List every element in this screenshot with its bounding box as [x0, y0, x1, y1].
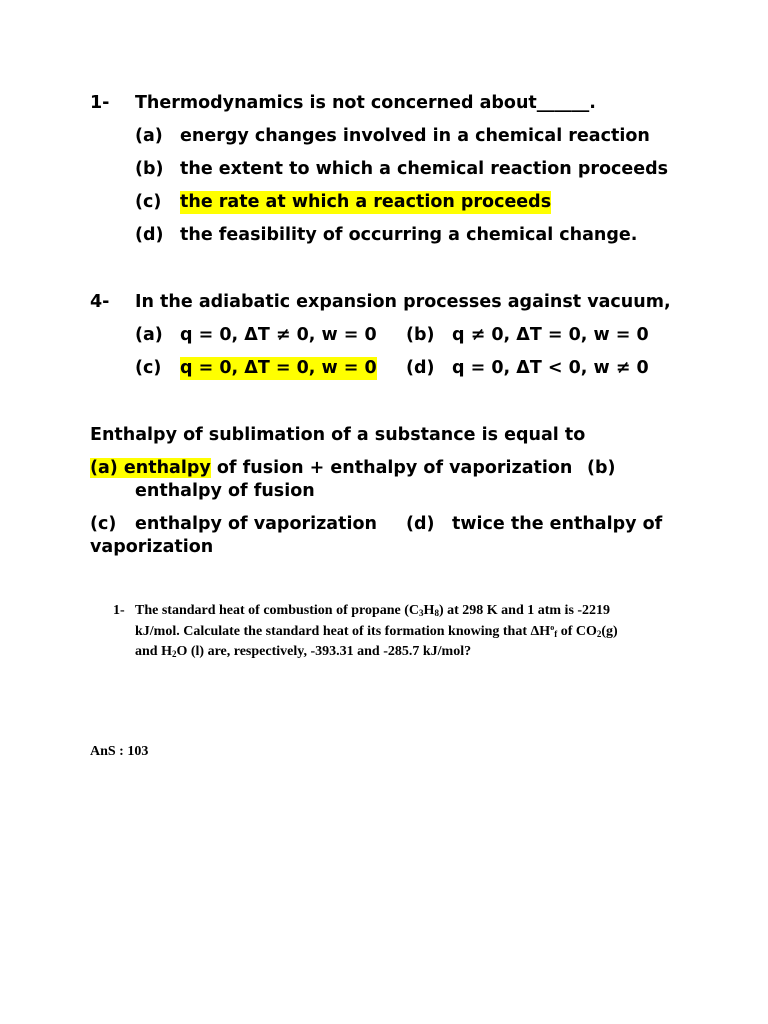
question-4 [0, 291, 768, 381]
option-label: (b) [587, 458, 616, 478]
option-label: (b) [406, 325, 435, 345]
highlighted-answer: the rate at which a reaction proceeds [180, 192, 552, 212]
option-text-continued: vaporization [90, 537, 214, 557]
option-a-line [90, 457, 572, 480]
option-text: of fusion + enthalpy of vaporization [210, 458, 573, 478]
option-text: enthalpy of fusion [135, 481, 315, 501]
option-text: q ≠ 0, ΔT = 0, w = 0 [452, 325, 649, 345]
option-text: energy changes involved in a chemical reaction [180, 126, 650, 146]
problem-line-1: The standard heat of combustion of propane $(C_3H_8)$ at 298 K and 1 atm is -2219 [135, 603, 611, 618]
option-text: the feasibility of occurring a chemical change. [180, 225, 638, 245]
question-number: 4- [90, 292, 110, 312]
question-number: 1- [90, 93, 110, 113]
option-text: enthalpy of vaporization [135, 514, 377, 534]
option-text: the extent to which a chemical reaction proceeds [180, 159, 669, 179]
question-stem: Enthalpy of sublimation of a substance is equal to [90, 425, 586, 445]
highlighted-answer: q = 0, ΔT = 0, w = 0 [180, 358, 377, 378]
option-text: q = 0, ΔT < 0, w ≠ 0 [452, 358, 649, 378]
option-label: (d) [135, 225, 164, 245]
problem-line-3: and $H_2O$ (l) are, respectively, -393.31 and -285.7 kJ/mol? [135, 644, 472, 659]
question-sublimation [0, 424, 768, 564]
answer-text: AnS : 103 [90, 744, 149, 759]
option-text: twice the enthalpy of [452, 514, 663, 534]
question-stem: Thermodynamics is not concerned about______. [135, 93, 596, 113]
option-label: (a) [135, 126, 163, 146]
option-label: (c) [135, 358, 162, 378]
highlighted-answer: (a) enthalpy [90, 458, 211, 478]
option-label: (c) [90, 514, 117, 534]
problem-line-2: kJ/mol. Calculate the standard heat of its formation knowing that $\Delta H^o_f$ of $CO_2(g)$ [135, 622, 618, 639]
option-label: (d) [406, 514, 435, 534]
question-1 [0, 92, 768, 252]
option-label: (b) [135, 159, 164, 179]
option-label: (d) [406, 358, 435, 378]
option-text: q = 0, ΔT ≠ 0, w = 0 [180, 325, 377, 345]
problem-number: 1- [113, 603, 125, 618]
problem-block [0, 601, 768, 671]
question-stem: In the adiabatic expansion processes against vacuum, [135, 292, 671, 312]
option-label: (a) [135, 325, 163, 345]
option-label: (c) [135, 192, 162, 212]
